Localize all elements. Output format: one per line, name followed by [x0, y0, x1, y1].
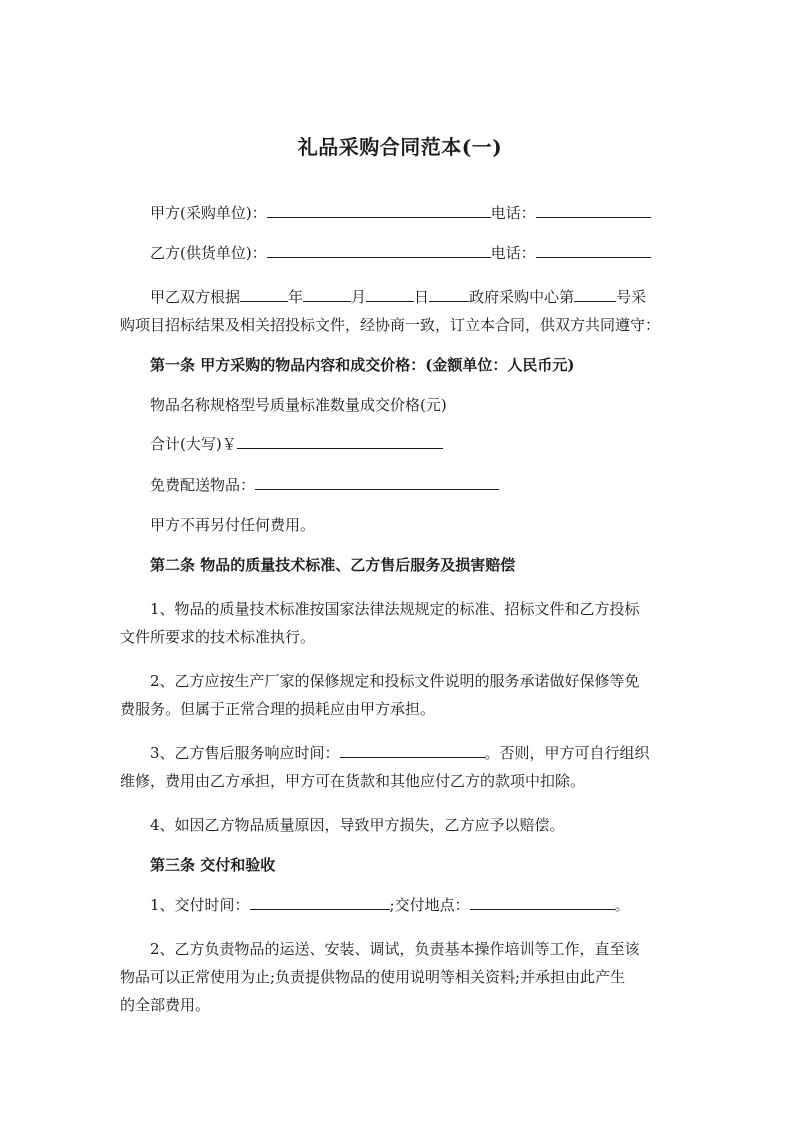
delivery-suffix: 。: [614, 896, 630, 914]
party-a-phone-blank[interactable]: [536, 201, 651, 218]
no-extra-fee: 甲方不再另付任何费用。: [150, 516, 316, 534]
response-time-suffix: 。否则，甲方可自行组织: [484, 744, 650, 762]
project-number-blank[interactable]: [574, 285, 616, 302]
article-3-item-2-line-2: 物品可以正常使用为止;负责提供物品的使用说明等相关资料;并承担由此产生: [120, 968, 626, 986]
number-suffix: 号采: [616, 288, 647, 306]
party-b-line: [150, 241, 651, 265]
free-items-label: 免费配送物品：: [150, 476, 256, 494]
article-2-heading: 第二条 物品的质量技术标准、乙方售后服务及损害赔偿: [150, 556, 516, 574]
party-b-label: 乙方(供货单位)：: [150, 244, 267, 262]
month-label: 月: [351, 288, 367, 306]
day-label: 日: [414, 288, 430, 306]
article-2-item-1-line-1: 1、物品的质量技术标准按国家法律法规规定的标准、招标文件和乙方投标: [150, 600, 640, 618]
article-2-item-4: 4、如因乙方物品质量原因，导致甲方损失，乙方应予以赔偿。: [150, 816, 565, 834]
center-text: 政府采购中心第: [469, 288, 575, 306]
party-b-phone-blank[interactable]: [536, 241, 651, 258]
total-amount-blank[interactable]: [237, 432, 443, 449]
response-time-blank[interactable]: [340, 741, 485, 758]
free-items-line: [150, 473, 499, 497]
page-title: 礼品采购合同范本(一): [297, 135, 503, 159]
total-label: 合计(大写)￥: [150, 435, 237, 453]
party-b-name-blank[interactable]: [267, 241, 491, 258]
party-a-name-blank[interactable]: [267, 201, 491, 218]
year-label: 年: [288, 288, 304, 306]
delivery-time-label: 1、交付时间：: [150, 896, 250, 914]
year-blank[interactable]: [240, 285, 288, 302]
article-2-item-3-line-2: 维修，费用由乙方承担，甲方可在货款和其他应付乙方的款项中扣除。: [120, 772, 586, 790]
article-2-item-3-line-1: [150, 741, 650, 765]
article-1-heading: 第一条 甲方采购的物品内容和成交价格：(金额单位：人民币元): [150, 356, 575, 374]
basis-text: 甲乙双方根据: [150, 288, 241, 306]
party-a-line: [150, 201, 651, 225]
day-blank[interactable]: [366, 285, 414, 302]
total-line: [150, 432, 443, 456]
response-time-label: 3、乙方售后服务响应时间：: [150, 744, 340, 762]
delivery-time-blank[interactable]: [250, 893, 390, 910]
article-3-heading: 第三条 交付和验收: [150, 856, 276, 874]
article-2-item-2-line-2: 费服务。但属于正常合理的损耗应由甲方承担。: [120, 700, 436, 718]
free-items-blank[interactable]: [255, 473, 499, 490]
article-2-item-1-line-2: 文件所要求的技术标准执行。: [120, 628, 316, 646]
delivery-place-label: ;交付地点：: [389, 896, 470, 914]
article-3-item-2-line-3: 的全部费用。: [120, 996, 211, 1014]
article-3-item-2-line-1: 2、乙方负责物品的运送、安装、调试，负责基本操作培训等工作，直至该: [150, 940, 640, 958]
party-a-label: 甲方(采购单位)：: [150, 204, 267, 222]
party-a-phone-label: 电话：: [490, 204, 536, 222]
goods-columns: 物品名称规格型号质量标准数量成交价格(元): [150, 396, 447, 414]
center-blank[interactable]: [429, 285, 469, 302]
basis-line-1: [150, 285, 646, 309]
party-b-phone-label: 电话：: [490, 244, 536, 262]
basis-line-2: 购项目招标结果及相关招投标文件，经协商一致，订立本合同，供双方共同遵守：: [120, 316, 661, 334]
month-blank[interactable]: [303, 285, 351, 302]
article-2-item-2-line-1: 2、乙方应按生产厂家的保修规定和投标文件说明的服务承诺做好保修等免: [150, 672, 640, 690]
delivery-place-blank[interactable]: [470, 893, 615, 910]
article-3-item-1: [150, 893, 630, 917]
